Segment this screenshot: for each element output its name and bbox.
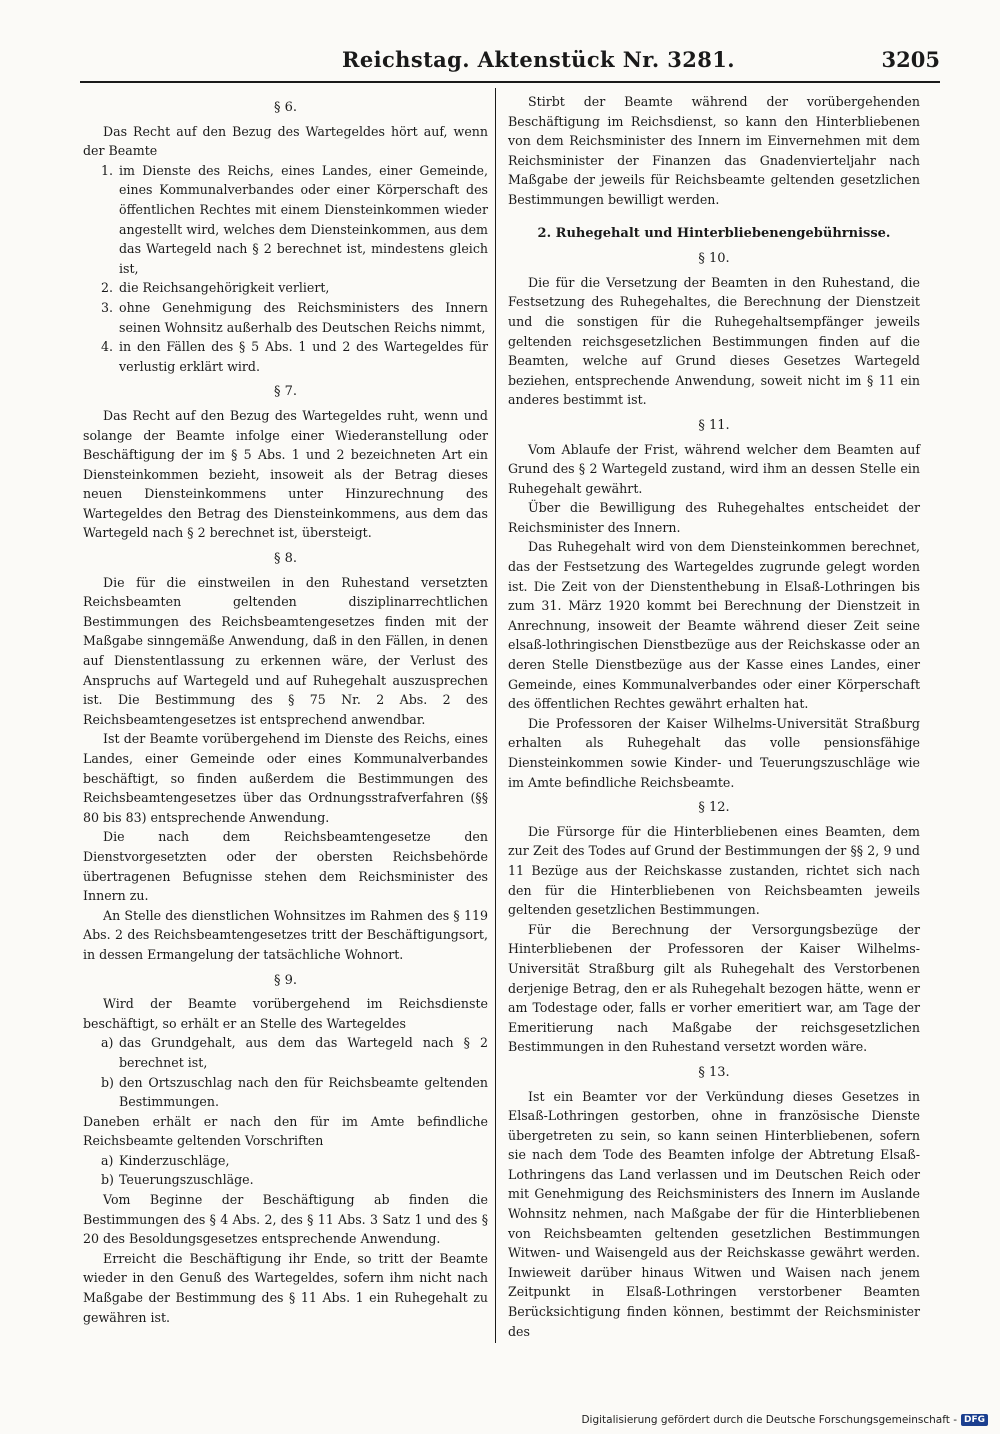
- paragraph: Wird der Beamte vorübergehend im Reichsdienste beschäftigt, so erhält er an Stelle des Wartegeldes: [83, 996, 488, 1031]
- right-column: [508, 92, 920, 1341]
- paragraph: Vom Ablaufe der Frist, während welcher dem Beamten auf Grund des § 2 Wartegeld zustand, wird ihm an dessen Stelle ein Ruhegehalt gewährt.: [508, 441, 920, 496]
- numbered-list: [83, 161, 488, 377]
- paragraph: Die nach dem Reichsbeamtengesetze den Dienstvorgesetzten oder der obersten Reichsbehörde übertragenen Befugnisse stehen dem Reichsminister des Innern zu.: [83, 829, 488, 904]
- subsection-heading: 2. Ruhegehalt und Hinterbliebenengebührnisse.: [537, 225, 891, 241]
- paragraph: Für die Berechnung der Versorgungsbezüge der Hinterbliebenen der Professoren der Kaiser Wilhelms-Universität Straßburg gilt als Ruhegehalt des Verstorbenen derjenige Betrag, den er als Ruhegehalt bezogen hätte, wenn er am Todestage oder, falls er vorher emeritiert war, am Tage der Emeritierung nach Maßgabe der reichsgesetzlichen Bestimmungen in den Ruhestand versetzt worden wäre.: [508, 921, 920, 1055]
- header-rule: [80, 81, 940, 83]
- list-number: 3.: [101, 299, 114, 315]
- list-text: Teuerungszuschläge.: [119, 1172, 254, 1188]
- list-text: im Dienste des Reichs, eines Landes, einer Gemeinde, eines Kommunalverbandes oder einer Körperschaft des öffentlichen Rechtes mit einem Diensteinkommen wieder angestellt wird, welches dem Diensteinkommen, aus dem das Wartegeld nach § 2 berechnet ist, mindestens gleich ist,: [119, 162, 488, 276]
- list-text: den Ortszuschlag nach den für Reichsbeamte geltenden Bestimmungen.: [119, 1074, 488, 1110]
- list-item: [101, 1170, 488, 1190]
- paragraph: Das Ruhegehalt wird von dem Diensteinkommen berechnet, das der Festsetzung des Wartegeldes zugrunde gelegt worden ist. Die Zeit von der Dienstenthebung in Elsaß-Lothringen bis zum 31. März 1920 kommt bei Berechnung der Dienstzeit in Anrechnung, insoweit der Beamte während dieser Zeit seine elsaß-lothringischen Dienstbezüge aus der Reichskasse oder an deren Stelle Dienstbezüge aus der Kasse eines Landes, einer Gemeinde, eines Kommunalverbandes oder einer Körperschaft des öffentlichen Rechtes gewährt erhalten hat.: [508, 539, 920, 712]
- running-title: Reichstag. Aktenstück Nr. 3281.: [342, 47, 736, 72]
- list-item: [101, 1073, 488, 1112]
- list-number: b): [101, 1074, 114, 1090]
- list-number: a): [101, 1035, 114, 1051]
- list-text: das Grundgehalt, aus dem das Wartegeld nach § 2 berechnet ist,: [119, 1035, 488, 1070]
- paragraph: Die für die Versetzung der Beamten in den Ruhestand, die Festsetzung des Ruhegehaltes, die Berechnung der Dienstzeit und die sonstigen für die Ruhegehaltsempfänger jeweils geltenden reichsgesetzlichen Bestimmungen finden auf die Beamten, welche auf Grund dieses Gesetzes Wartegeld beziehen, entsprechende Anwendung, soweit nicht im § 11 ein anderes bestimmt ist.: [508, 274, 920, 408]
- section-heading: § 8.: [273, 551, 298, 567]
- paragraph: Über die Bewilligung des Ruhegehaltes entscheidet der Reichsminister des Innern.: [508, 500, 920, 535]
- list-item: [101, 1033, 488, 1072]
- list-number: 4.: [101, 339, 114, 355]
- paragraph: Stirbt der Beamte während der vorübergehenden Beschäftigung im Reichsdienst, so kann den Hinterbliebenen von dem Reichsminister des Innern im Einvernehmen mit dem Reichsminister der Finanzen das Gnadenvierteljahr nach Maßgabe der jeweils für Reichsbeamte geltenden gesetzlichen Bestimmungen bewilligt werden.: [508, 94, 920, 207]
- paragraph: An Stelle des dienstlichen Wohnsitzes im Rahmen des § 119 Abs. 2 des Reichsbeamtengesetzes tritt der Beschäftigungsort, in dessen Ermangelung der tatsächliche Wohnort.: [83, 907, 488, 962]
- paragraph: Die für die einstweilen in den Ruhestand versetzten Reichsbeamten geltenden disziplinarrechtlichen Bestimmungen des Reichsbeamtengesetzes finden mit der Maßgabe sinngemäße Anwendung, daß in den Fällen, in denen auf Dienstentlassung zu erkennen wäre, der Verlust des Anspruchs auf Wartegeld und auf Ruhegehalt auszusprechen ist. Die Bestimmung des § 75 Nr. 2 Abs. 2 des Reichsbeamtengesetzes ist entsprechend anwendbar.: [83, 574, 488, 727]
- list-text: Kinderzuschläge,: [119, 1152, 230, 1168]
- section-heading: § 7.: [273, 384, 298, 400]
- list-number: b): [101, 1172, 114, 1188]
- credit-text: Digitalisierung gefördert durch die Deutsche Forschungsgemeinschaft -: [581, 1414, 957, 1426]
- paragraph: Die Fürsorge für die Hinterbliebenen eines Beamten, dem zur Zeit des Todes auf Grund der Bestimmungen der §§ 2, 9 und 11 Bezüge aus der Reichskasse zustanden, richtet sich nach den für die Hinterbliebenen von Reichsbeamten jeweils geltenden gesetzlichen Bestimmungen.: [508, 823, 920, 918]
- lettered-list: [83, 1033, 488, 1111]
- section-heading: § 9.: [273, 972, 298, 988]
- lettered-list: [83, 1151, 488, 1190]
- section-heading: § 11.: [698, 417, 730, 433]
- list-item: [101, 1151, 488, 1171]
- paragraph: Ist ein Beamter vor der Verkündung dieses Gesetzes in Elsaß-Lothringen gestorben, ohne in französische Dienste übergetreten zu sein, so kann seinen Hinterbliebenen, sofern sie nach dem Tode des Beamten infolge der Abtretung Elsaß-Lothringens das Land verlassen und im Deutschen Reich oder mit Genehmigung des Reichsministers des Innern im Auslande Wohnsitz nehmen, nach Maßgabe der für die Hinterbliebenen von Reichsbeamten geltenden gesetzlichen Bestimmungen Witwen- und Waisengeld aus der Reichskasse gewährt werden. Inwieweit darüber hinaus Witwen und Waisen nach jenem Zeitpunkt in Elsaß-Lothringen verstorbener Beamten Berücksichtigung finden können, bestimmt der Reichsminister des: [508, 1088, 920, 1339]
- section-heading: § 10.: [698, 251, 730, 267]
- list-text: in den Fällen des § 5 Abs. 1 und 2 des Wartegeldes für verlustig erklärt wird.: [119, 339, 488, 374]
- list-number: 2.: [101, 280, 114, 296]
- paragraph: Das Recht auf den Bezug des Wartegeldes hört auf, wenn der Beamte: [83, 123, 488, 159]
- column-divider: [495, 88, 496, 1343]
- page-header: [80, 47, 940, 81]
- paragraph: Vom Beginne der Beschäftigung ab finden die Bestimmungen des § 4 Abs. 2, des § 11 Abs. 3 Satz 1 und des § 20 des Besoldungsgesetzes entsprechende Anwendung.: [83, 1192, 488, 1247]
- dfg-logo: DFG: [961, 1414, 988, 1426]
- list-text: die Reichsangehörigkeit verliert,: [119, 280, 330, 296]
- list-item: [101, 298, 488, 337]
- list-item: [101, 337, 488, 376]
- paragraph: Die Professoren der Kaiser Wilhelms-Universität Straßburg erhalten als Ruhegehalt das volle pensionsfähige Diensteinkommen sowie Kinder- und Teuerungszuschläge wie im Amte befindliche Reichsbeamte.: [508, 715, 920, 790]
- list-text: ohne Genehmigung des Reichsministers des Innern seinen Wohnsitz außerhalb des Deutschen Reichs nimmt,: [119, 299, 488, 335]
- section-heading: § 13.: [698, 1064, 730, 1080]
- digitization-credit: [581, 1414, 988, 1426]
- list-number: a): [101, 1152, 114, 1168]
- paragraph: Das Recht auf den Bezug des Wartegeldes ruht, wenn und solange der Beamte infolge einer Wiederanstellung oder Beschäftigung der im § 5 Abs. 1 und 2 bezeichneten Art ein Diensteinkommen bezieht, insoweit als der Betrag dieses neuen Diensteinkommens unter Hinzurechnung des Wartegeldes den Betrag des Diensteinkommens, aus dem das Wartegeld nach § 2 berechnet ist, übersteigt.: [83, 407, 488, 541]
- list-number: 1.: [101, 162, 114, 178]
- paragraph: Ist der Beamte vorübergehend im Dienste des Reichs, eines Landes, einer Gemeinde oder eines Kommunalverbandes beschäftigt, so finden außerdem die Bestimmungen des Reichsbeamtengesetzes über das Ordnungsstrafverfahren (§§ 80 bis 83) entsprechende Anwendung.: [83, 731, 488, 825]
- left-column: [83, 92, 488, 1327]
- section-heading: § 6.: [273, 100, 298, 115]
- list-item: [101, 278, 488, 298]
- paragraph: Daneben erhält er nach den für im Amte befindliche Reichsbeamte geltenden Vorschriften: [83, 1113, 488, 1149]
- page-number: 3205: [881, 47, 940, 72]
- list-item: [101, 161, 488, 279]
- paragraph: Erreicht die Beschäftigung ihr Ende, so tritt der Beamte wieder in den Genuß des Wartegeldes, sofern ihm nicht nach Maßgabe der Bestimmung des § 11 Abs. 1 ein Ruhegehalt zu gewähren ist.: [83, 1250, 488, 1325]
- section-heading: § 12.: [698, 800, 730, 816]
